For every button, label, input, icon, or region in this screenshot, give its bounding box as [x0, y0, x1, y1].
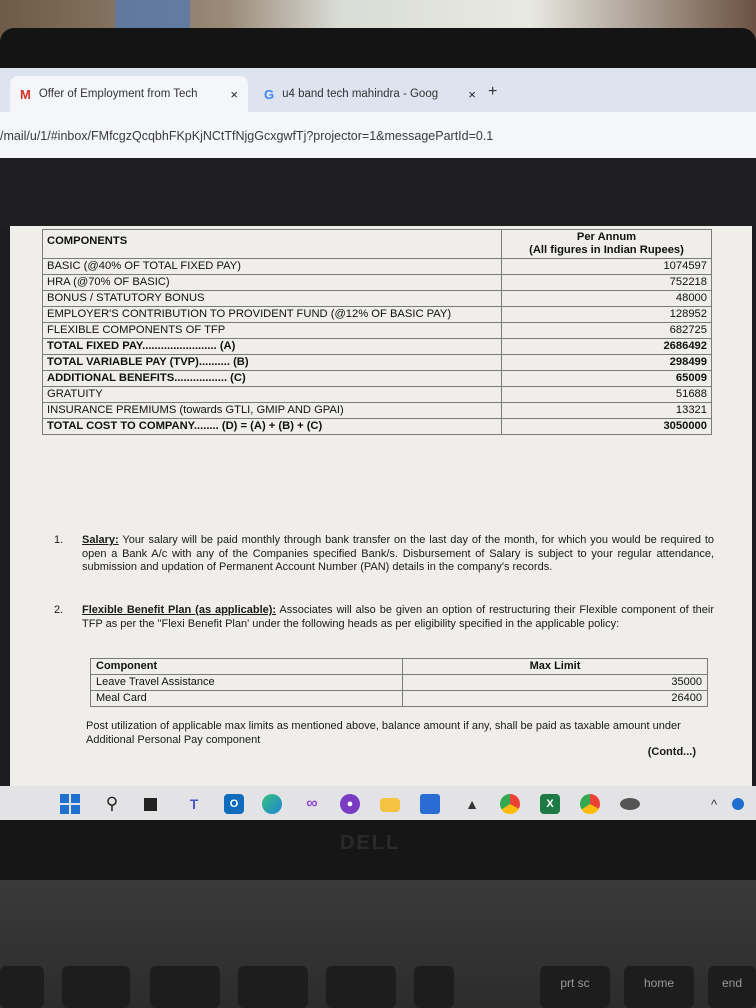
tab-label: Offer of Employment from Tech [38, 88, 198, 100]
amount-value: 51688 [502, 387, 712, 403]
table-header-row [43, 230, 712, 259]
table-row [91, 675, 708, 691]
task-view-icon[interactable] [140, 794, 160, 814]
clause-title: Salary: [82, 534, 119, 546]
amount-value: 128952 [502, 307, 712, 323]
key-end[interactable]: end [708, 966, 756, 1008]
component-label: INSURANCE PREMIUMS (towards GTLI, GMIP AND GPAI) [43, 403, 502, 419]
flexi-benefit-table [90, 658, 708, 707]
table-row [43, 307, 712, 323]
windows-start-icon[interactable] [60, 794, 80, 814]
table-row [43, 259, 712, 275]
laptop-bezel-bottom [0, 820, 756, 880]
table-row [43, 403, 712, 419]
table-row [91, 691, 708, 707]
browser-tab-bar [0, 68, 756, 112]
table-row [43, 387, 712, 403]
amount-value: 13321 [502, 403, 712, 419]
currency-note: (All figures in Indian Rupees) [529, 244, 684, 256]
key-fn4[interactable] [238, 966, 308, 1008]
amount-value: 3050000 [502, 419, 712, 435]
component-label: BONUS / STATUTORY BONUS [43, 291, 502, 307]
per-annum-header [502, 230, 712, 259]
components-table [42, 229, 712, 435]
key-home[interactable]: home [624, 966, 694, 1008]
address-bar[interactable]: /mail/u/1/#inbox/FMfcgzQcqbhFKpKjNCtTfNjgGcxgwfTj?projector=1&messagePartId=0.1 [0, 112, 756, 158]
chrome-profile-icon[interactable] [580, 794, 600, 814]
component-label: TOTAL COST TO COMPANY........ (D) = (A) + (B) + (C) [43, 419, 502, 435]
table-row [43, 275, 712, 291]
store-icon[interactable] [420, 794, 440, 814]
table-row [43, 323, 712, 339]
tab-gmail-offer[interactable] [10, 76, 248, 112]
clause-text: Your salary will be paid monthly through bank transfer on the last day of the month, for which you would be required to open a Bank A/c with any of the Companies specified Bank/s. Disbursement of Salary is subject to your regular attendance, submission and updation of Permanent Account Number (PAN) details in the company's records. [82, 534, 714, 574]
key-fn6[interactable] [414, 966, 454, 1008]
component-label: HRA (@70% OF BASIC) [43, 275, 502, 291]
amount-value: 65009 [502, 371, 712, 387]
app-icon-2[interactable] [620, 798, 640, 810]
component-label: ADDITIONAL BENEFITS................. (C) [43, 371, 502, 387]
amount-value: 1074597 [502, 259, 712, 275]
clause-number: 2. [54, 604, 64, 616]
key-fn1[interactable] [0, 966, 44, 1008]
document-page [10, 226, 752, 786]
windows-taskbar [0, 786, 756, 820]
background-object [115, 0, 190, 30]
salary-clause [54, 534, 714, 575]
table-row [43, 355, 712, 371]
component-cell: Leave Travel Assistance [91, 675, 403, 691]
dell-logo: DELL [340, 832, 401, 854]
key-fn2[interactable] [62, 966, 130, 1008]
clause-text: Associates will also be given an option of restructuring their Flexible component of their TFP as per the "Flexi Benefit Plan' under the following heads as per eligibility specified in the applicable policy: [82, 604, 714, 630]
clause-number: 1. [54, 534, 64, 546]
amount-value: 2686492 [502, 339, 712, 355]
limit-cell: 35000 [403, 675, 708, 691]
component-cell: Meal Card [91, 691, 403, 707]
tray-chevron-icon[interactable]: ^ [710, 796, 718, 812]
key-fn3[interactable] [150, 966, 220, 1008]
component-header: Component [91, 659, 403, 675]
tray-app-icon[interactable] [732, 798, 744, 810]
app-icon[interactable]: ▲ [465, 796, 479, 812]
component-label: TOTAL FIXED PAY........................ (A) [43, 339, 502, 355]
amount-value: 752218 [502, 275, 712, 291]
amount-value: 298499 [502, 355, 712, 371]
new-tab-button[interactable]: + [488, 83, 498, 100]
close-tab-icon[interactable]: × [230, 86, 238, 102]
table-row [43, 371, 712, 387]
edge-icon[interactable] [262, 794, 282, 814]
table-row [43, 339, 712, 355]
teams-icon[interactable]: T [189, 796, 199, 812]
laptop-keyboard [0, 880, 756, 1008]
search-icon[interactable]: ⚲ [105, 794, 119, 813]
component-label: EMPLOYER'S CONTRIBUTION TO PROVIDENT FUND (@12% OF BASIC PAY) [43, 307, 502, 323]
google-icon: G [264, 86, 275, 102]
tab-label: u4 band tech mahindra - Goog [282, 88, 439, 100]
amount-value: 48000 [502, 291, 712, 307]
key-prtsc[interactable]: prt sc [540, 966, 610, 1008]
laptop-screen [0, 68, 756, 820]
clause-title: Flexible Benefit Plan (as applicable): [82, 604, 277, 616]
table-row [43, 419, 712, 435]
github-icon[interactable]: ● [340, 794, 360, 814]
per-annum-label: Per Annum [576, 231, 637, 243]
outlook-icon[interactable]: O [224, 794, 244, 814]
component-label: FLEXIBLE COMPONENTS OF TFP [43, 323, 502, 339]
gmail-icon: M [20, 86, 31, 102]
component-label: BASIC (@40% OF TOTAL FIXED PAY) [43, 259, 502, 275]
file-explorer-icon[interactable] [380, 798, 400, 812]
key-fn5[interactable] [326, 966, 396, 1008]
post-utilization-note: Post utilization of applicable max limits as mentioned above, balance amount if any, shall be paid as taxable amount under Additional Personal Pay component [86, 720, 681, 746]
flexible-benefit-clause [54, 604, 714, 631]
max-limit-header: Max Limit [403, 659, 708, 675]
tab-google-search[interactable] [254, 76, 486, 112]
table-row [43, 291, 712, 307]
limit-cell: 26400 [403, 691, 708, 707]
close-tab-icon[interactable]: × [468, 86, 476, 102]
table-header-row [91, 659, 708, 675]
continued-label: (Contd...) [647, 746, 696, 758]
components-header: COMPONENTS [43, 230, 502, 259]
component-label: TOTAL VARIABLE PAY (TVP).......... (B) [43, 355, 502, 371]
viewer-toolbar-area [0, 158, 756, 228]
excel-icon[interactable]: X [540, 794, 560, 814]
amount-value: 682725 [502, 323, 712, 339]
chrome-icon[interactable] [500, 794, 520, 814]
component-label: GRATUITY [43, 387, 502, 403]
visual-studio-icon[interactable]: ∞ [306, 795, 318, 812]
